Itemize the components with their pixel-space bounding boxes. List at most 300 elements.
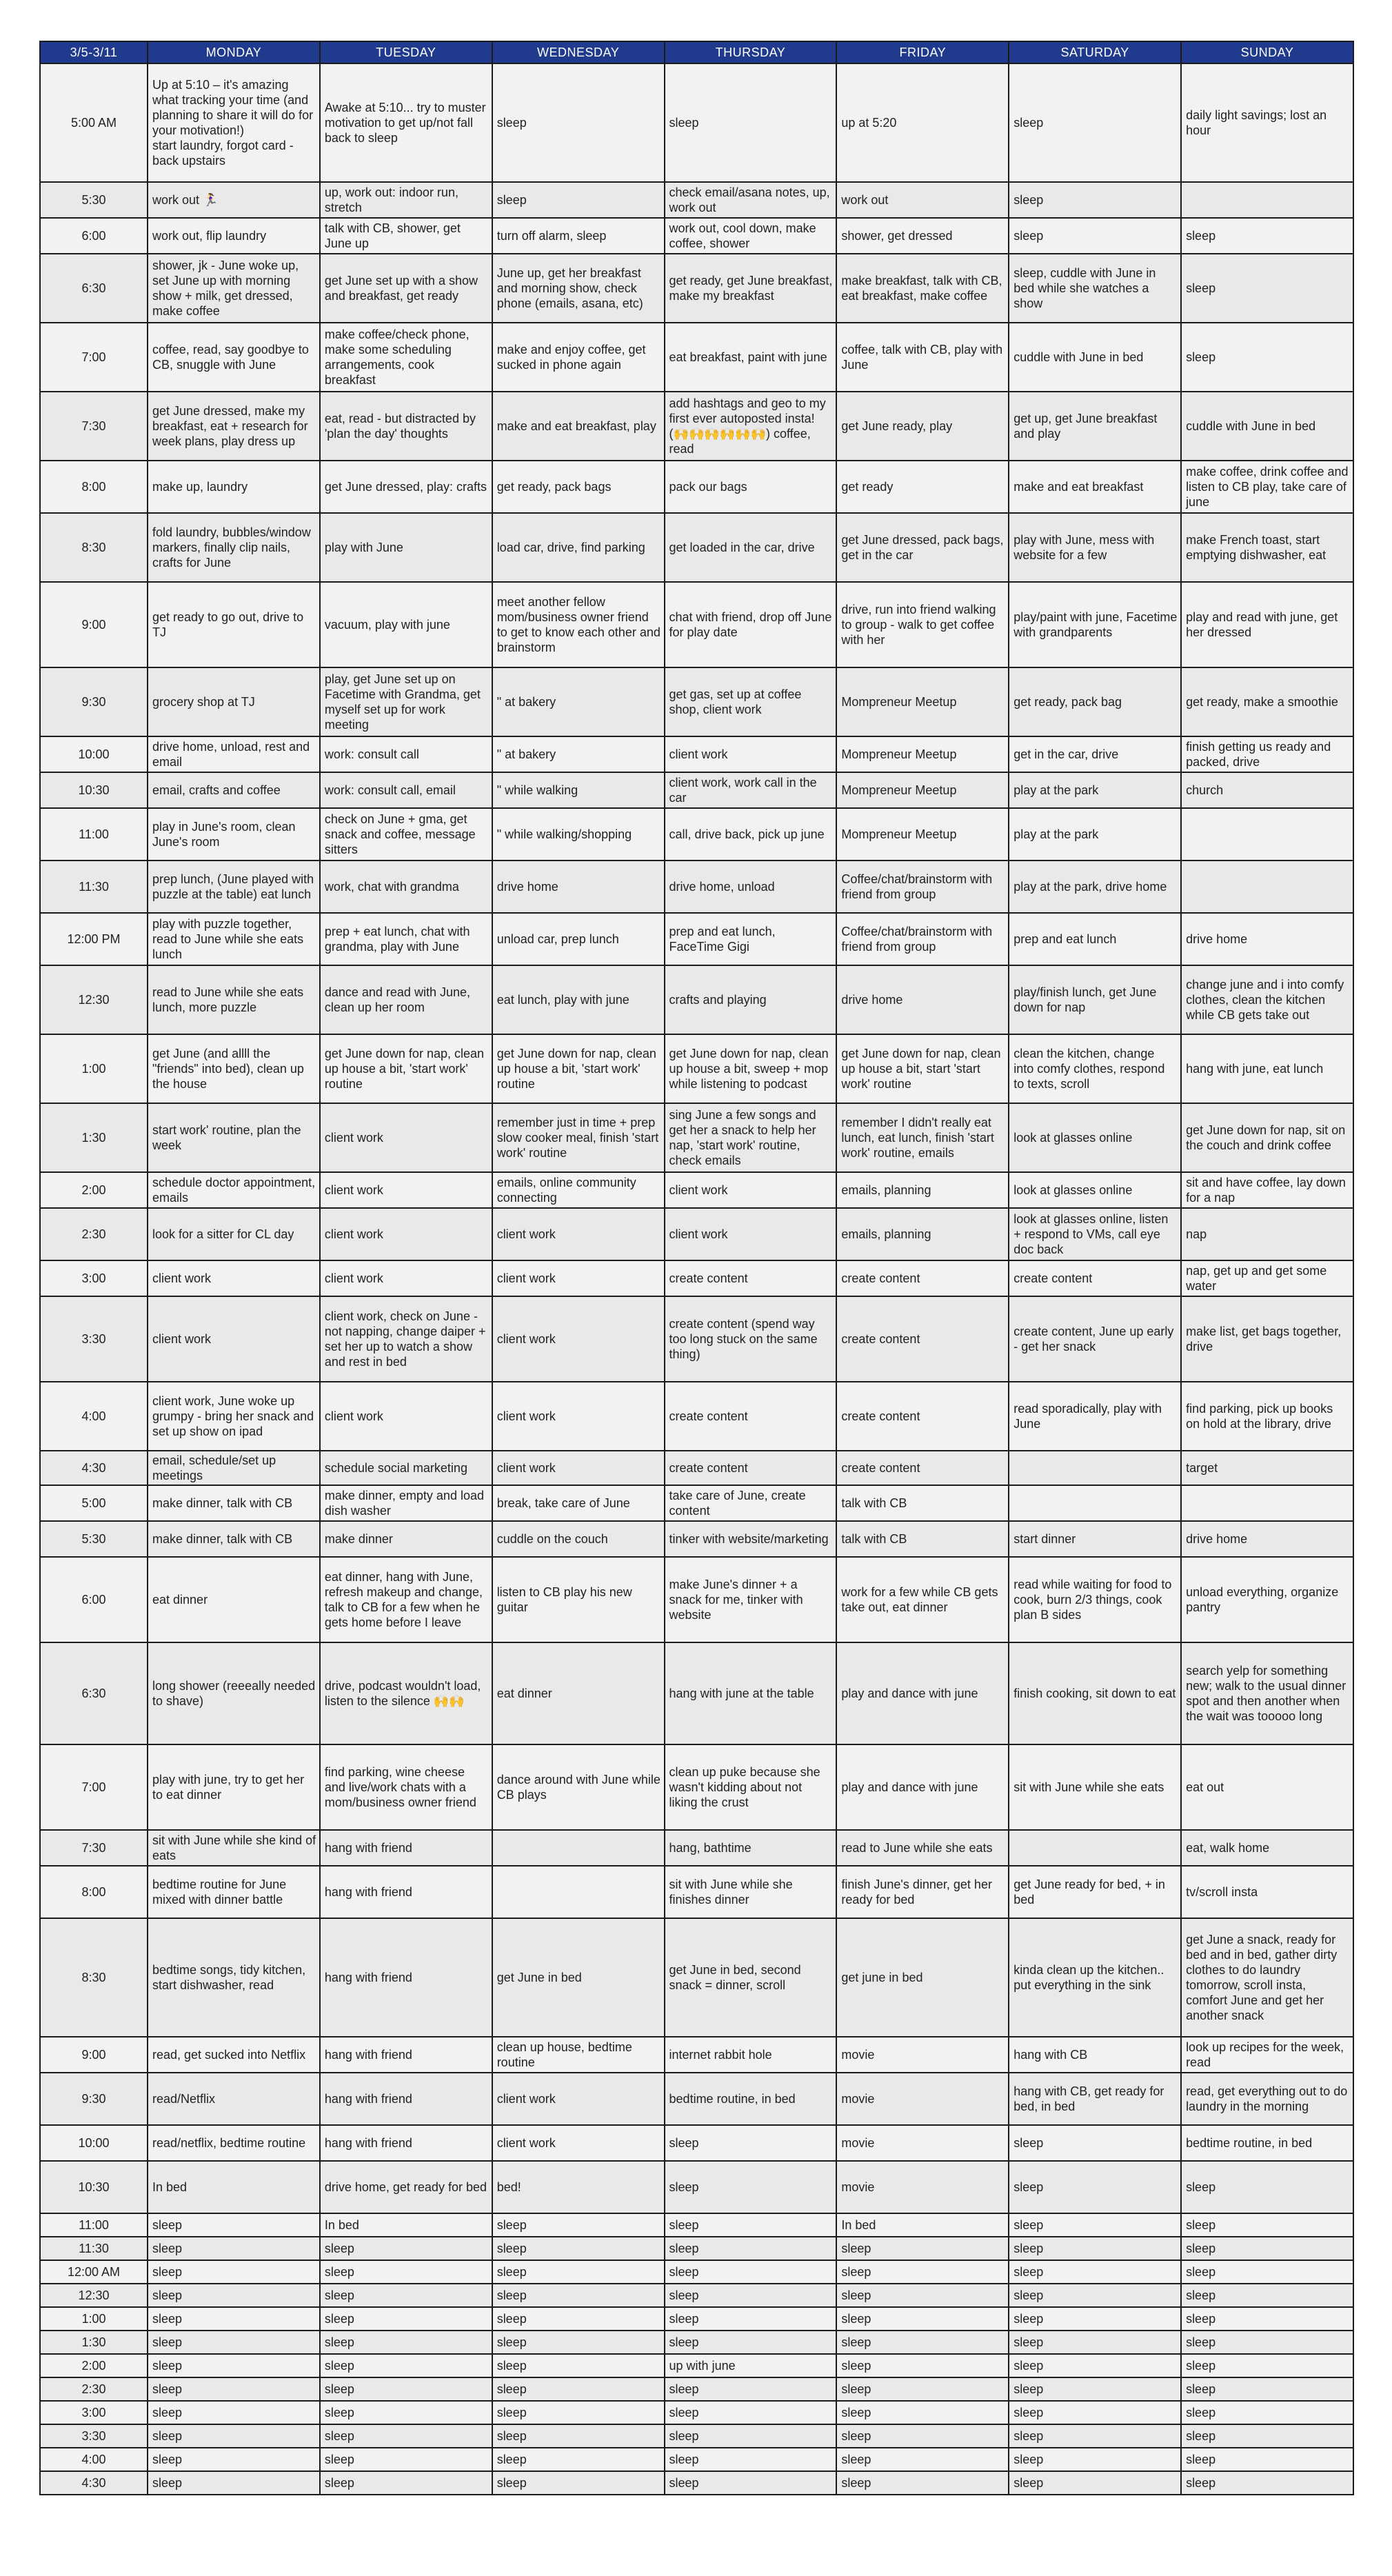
time-slot-cell: 12:30 xyxy=(40,2284,148,2307)
activity-cell-sunday: search yelp for something new; walk to the usual dinner spot and then another when the wait was tooooo long xyxy=(1181,1642,1353,1744)
activity-cell-monday: fold laundry, bubbles/window markers, finally clip nails, crafts for June xyxy=(148,513,320,582)
time-slot-cell: 9:00 xyxy=(40,2037,148,2073)
activity-cell-friday: drive, run into friend walking to group - walk to get coffee with her xyxy=(836,582,1009,667)
activity-cell-tuesday: dance and read with June, clean up her room xyxy=(320,965,492,1034)
activity-cell-monday: sleep xyxy=(148,2237,320,2260)
table-row xyxy=(40,254,1353,323)
activity-cell-saturday: cuddle with June in bed xyxy=(1009,323,1181,392)
activity-cell-tuesday: schedule social marketing xyxy=(320,1451,492,1485)
activity-cell-saturday: get ready, pack bag xyxy=(1009,667,1181,736)
activity-cell-saturday: sleep xyxy=(1009,182,1181,218)
activity-cell-thursday: sleep xyxy=(665,2448,837,2471)
activity-cell-wednesday: get June in bed xyxy=(492,1918,665,2037)
activity-cell-thursday: create content (spend way too long stuck on the same thing) xyxy=(665,1296,837,1382)
activity-cell-sunday: eat out xyxy=(1181,1744,1353,1830)
activity-cell-saturday: sleep xyxy=(1009,2377,1181,2401)
activity-cell-thursday: make June's dinner + a snack for me, tinker with website xyxy=(665,1557,837,1642)
activity-cell-sunday: read, get everything out to do laundry in the morning xyxy=(1181,2073,1353,2125)
activity-cell-thursday: sleep xyxy=(665,2125,837,2161)
activity-cell-friday: coffee, talk with CB, play with June xyxy=(836,323,1009,392)
activity-cell-tuesday: sleep xyxy=(320,2307,492,2331)
activity-cell-thursday: add hashtags and geo to my first ever autoposted insta! (🙌🙌🙌🙌🙌🙌) coffee, read xyxy=(665,392,837,461)
activity-cell-thursday: client work xyxy=(665,736,837,772)
table-row xyxy=(40,582,1353,667)
time-slot-cell: 5:30 xyxy=(40,182,148,218)
activity-cell-wednesday: client work xyxy=(492,1208,665,1260)
activity-cell-friday: remember I didn't really eat lunch, eat lunch, finish 'start work' routine, emails xyxy=(836,1103,1009,1172)
time-slot-cell: 10:00 xyxy=(40,2125,148,2161)
activity-cell-sunday: target xyxy=(1181,1451,1353,1485)
activity-cell-monday: sleep xyxy=(148,2354,320,2377)
time-slot-cell: 7:30 xyxy=(40,1830,148,1866)
activity-cell-saturday: get in the car, drive xyxy=(1009,736,1181,772)
activity-cell-tuesday: sleep xyxy=(320,2424,492,2448)
activity-cell-friday: talk with CB xyxy=(836,1485,1009,1521)
activity-cell-wednesday: dance around with June while CB plays xyxy=(492,1744,665,1830)
activity-cell-friday: play and dance with june xyxy=(836,1744,1009,1830)
time-slot-cell: 2:00 xyxy=(40,2354,148,2377)
table-row xyxy=(40,965,1353,1034)
table-row xyxy=(40,2213,1353,2237)
activity-cell-saturday: sleep xyxy=(1009,2471,1181,2495)
table-row xyxy=(40,808,1353,861)
activity-cell-tuesday: prep + eat lunch, chat with grandma, play with June xyxy=(320,913,492,965)
table-row xyxy=(40,1830,1353,1866)
activity-cell-friday: work out xyxy=(836,182,1009,218)
activity-cell-thursday: create content xyxy=(665,1451,837,1485)
activity-cell-friday: get June down for nap, clean up house a bit, start 'start work' routine xyxy=(836,1034,1009,1103)
activity-cell-saturday: create content xyxy=(1009,1260,1181,1296)
activity-cell-sunday: nap xyxy=(1181,1208,1353,1260)
activity-cell-tuesday: sleep xyxy=(320,2331,492,2354)
activity-cell-monday: start work' routine, plan the week xyxy=(148,1103,320,1172)
activity-cell-friday: up at 5:20 xyxy=(836,63,1009,182)
time-slot-cell: 7:30 xyxy=(40,392,148,461)
activity-cell-friday: get ready xyxy=(836,461,1009,513)
activity-cell-monday: sleep xyxy=(148,2401,320,2424)
activity-cell-friday: sleep xyxy=(836,2354,1009,2377)
time-slot-cell: 8:00 xyxy=(40,461,148,513)
time-slot-cell: 2:30 xyxy=(40,1208,148,1260)
activity-cell-wednesday: client work xyxy=(492,1296,665,1382)
activity-cell-sunday: sleep xyxy=(1181,2377,1353,2401)
time-slot-cell: 5:30 xyxy=(40,1521,148,1557)
activity-cell-wednesday: sleep xyxy=(492,2307,665,2331)
time-slot-cell: 7:00 xyxy=(40,323,148,392)
activity-cell-wednesday: sleep xyxy=(492,2237,665,2260)
activity-cell-wednesday: " at bakery xyxy=(492,736,665,772)
activity-cell-wednesday: client work xyxy=(492,2073,665,2125)
activity-cell-sunday: cuddle with June in bed xyxy=(1181,392,1353,461)
activity-cell-thursday: chat with friend, drop off June for play date xyxy=(665,582,837,667)
activity-cell-monday: get June dressed, make my breakfast, eat + research for week plans, play dress up xyxy=(148,392,320,461)
activity-cell-sunday: hang with june, eat lunch xyxy=(1181,1034,1353,1103)
activity-cell-friday: get June dressed, pack bags, get in the car xyxy=(836,513,1009,582)
activity-cell-thursday: sleep xyxy=(665,2284,837,2307)
activity-cell-sunday: sleep xyxy=(1181,2401,1353,2424)
table-row xyxy=(40,1451,1353,1485)
activity-cell-thursday: get ready, get June breakfast, make my breakfast xyxy=(665,254,837,323)
table-row xyxy=(40,461,1353,513)
activity-cell-sunday: sleep xyxy=(1181,2213,1353,2237)
table-row xyxy=(40,392,1353,461)
activity-cell-wednesday: sleep xyxy=(492,2354,665,2377)
activity-cell-thursday: eat breakfast, paint with june xyxy=(665,323,837,392)
activity-cell-tuesday: client work, check on June - not napping, change daiper + set her up to watch a show and rest in bed xyxy=(320,1296,492,1382)
activity-cell-monday: look for a sitter for CL day xyxy=(148,1208,320,1260)
activity-cell-monday: read to June while she eats lunch, more puzzle xyxy=(148,965,320,1034)
activity-cell-saturday: play/paint with june, Facetime with grandparents xyxy=(1009,582,1181,667)
activity-cell-wednesday: client work xyxy=(492,1382,665,1451)
table-row xyxy=(40,2424,1353,2448)
header-monday: MONDAY xyxy=(148,41,320,63)
activity-cell-monday: play with puzzle together, read to June while she eats lunch xyxy=(148,913,320,965)
time-slot-cell: 12:00 AM xyxy=(40,2260,148,2284)
activity-cell-saturday: play/finish lunch, get June down for nap xyxy=(1009,965,1181,1034)
table-row xyxy=(40,2401,1353,2424)
time-slot-cell: 4:00 xyxy=(40,1382,148,1451)
activity-cell-thursday: sing June a few songs and get her a snack to help her nap, 'start work' routine, check emails xyxy=(665,1103,837,1172)
activity-cell-monday: email, crafts and coffee xyxy=(148,772,320,808)
activity-cell-sunday xyxy=(1181,1485,1353,1521)
activity-cell-friday: create content xyxy=(836,1451,1009,1485)
table-row xyxy=(40,2331,1353,2354)
activity-cell-saturday: sleep xyxy=(1009,2424,1181,2448)
activity-cell-monday: client work xyxy=(148,1296,320,1382)
activity-cell-thursday: sleep xyxy=(665,2377,837,2401)
activity-cell-saturday: sleep xyxy=(1009,2213,1181,2237)
activity-cell-sunday: unload everything, organize pantry xyxy=(1181,1557,1353,1642)
activity-cell-friday: sleep xyxy=(836,2448,1009,2471)
activity-cell-saturday: play at the park, drive home xyxy=(1009,861,1181,913)
activity-cell-saturday: sleep xyxy=(1009,2125,1181,2161)
activity-cell-monday: make up, laundry xyxy=(148,461,320,513)
activity-cell-thursday: internet rabbit hole xyxy=(665,2037,837,2073)
activity-cell-thursday: create content xyxy=(665,1260,837,1296)
activity-cell-monday: long shower (reeeally needed to shave) xyxy=(148,1642,320,1744)
activity-cell-sunday: play and read with june, get her dressed xyxy=(1181,582,1353,667)
activity-cell-thursday: drive home, unload xyxy=(665,861,837,913)
activity-cell-thursday: sleep xyxy=(665,2237,837,2260)
activity-cell-sunday: sleep xyxy=(1181,323,1353,392)
activity-cell-friday: shower, get dressed xyxy=(836,218,1009,254)
activity-cell-tuesday: sleep xyxy=(320,2448,492,2471)
activity-cell-thursday: tinker with website/marketing xyxy=(665,1521,837,1557)
activity-cell-thursday: call, drive back, pick up june xyxy=(665,808,837,861)
activity-cell-thursday: create content xyxy=(665,1382,837,1451)
table-row xyxy=(40,772,1353,808)
activity-cell-saturday: sleep xyxy=(1009,63,1181,182)
activity-cell-monday: bedtime songs, tidy kitchen, start dishwasher, read xyxy=(148,1918,320,2037)
activity-cell-tuesday: Awake at 5:10... try to muster motivation to get up/not fall back to sleep xyxy=(320,63,492,182)
activity-cell-wednesday: get June down for nap, clean up house a bit, 'start work' routine xyxy=(492,1034,665,1103)
activity-cell-friday: sleep xyxy=(836,2260,1009,2284)
activity-cell-sunday: church xyxy=(1181,772,1353,808)
activity-cell-monday: eat dinner xyxy=(148,1557,320,1642)
activity-cell-tuesday: up, work out: indoor run, stretch xyxy=(320,182,492,218)
activity-cell-saturday: clean the kitchen, change into comfy clothes, respond to texts, scroll xyxy=(1009,1034,1181,1103)
activity-cell-sunday: change june and i into comfy clothes, clean the kitchen while CB gets take out xyxy=(1181,965,1353,1034)
activity-cell-tuesday: vacuum, play with june xyxy=(320,582,492,667)
activity-cell-monday: sleep xyxy=(148,2331,320,2354)
activity-cell-tuesday: In bed xyxy=(320,2213,492,2237)
activity-cell-saturday: finish cooking, sit down to eat xyxy=(1009,1642,1181,1744)
activity-cell-monday: client work, June woke up grumpy - bring her snack and set up show on ipad xyxy=(148,1382,320,1451)
activity-cell-friday: emails, planning xyxy=(836,1208,1009,1260)
activity-cell-wednesday: bed! xyxy=(492,2161,665,2213)
table-row xyxy=(40,2161,1353,2213)
activity-cell-saturday: look at glasses online, listen + respond to VMs, call eye doc back xyxy=(1009,1208,1181,1260)
activity-cell-sunday: sleep xyxy=(1181,218,1353,254)
activity-cell-monday: make dinner, talk with CB xyxy=(148,1521,320,1557)
activity-cell-thursday: crafts and playing xyxy=(665,965,837,1034)
activity-cell-thursday: bedtime routine, in bed xyxy=(665,2073,837,2125)
table-row xyxy=(40,63,1353,182)
activity-cell-wednesday: " while walking xyxy=(492,772,665,808)
table-row xyxy=(40,1382,1353,1451)
activity-cell-monday: sit with June while she kind of eats xyxy=(148,1830,320,1866)
activity-cell-sunday: get June a snack, ready for bed and in bed, gather dirty clothes to do laundry tomorrow, scroll insta, comfort June and get her another snack xyxy=(1181,1918,1353,2037)
activity-cell-saturday: create content, June up early - get her snack xyxy=(1009,1296,1181,1382)
time-slot-cell: 11:30 xyxy=(40,2237,148,2260)
activity-cell-tuesday: get June dressed, play: crafts xyxy=(320,461,492,513)
table-row xyxy=(40,2260,1353,2284)
activity-cell-tuesday: client work xyxy=(320,1172,492,1208)
activity-cell-sunday: tv/scroll insta xyxy=(1181,1866,1353,1918)
time-slot-cell: 1:00 xyxy=(40,1034,148,1103)
time-slot-cell: 11:00 xyxy=(40,808,148,861)
activity-cell-thursday: hang, bathtime xyxy=(665,1830,837,1866)
activity-cell-sunday: sleep xyxy=(1181,2161,1353,2213)
activity-cell-wednesday xyxy=(492,1830,665,1866)
header-wednesday: WEDNESDAY xyxy=(492,41,665,63)
activity-cell-friday: movie xyxy=(836,2073,1009,2125)
activity-cell-saturday: hang with CB, get ready for bed, in bed xyxy=(1009,2073,1181,2125)
activity-cell-tuesday: play with June xyxy=(320,513,492,582)
activity-cell-friday: make breakfast, talk with CB, eat breakfast, make coffee xyxy=(836,254,1009,323)
activity-cell-friday: movie xyxy=(836,2037,1009,2073)
activity-cell-tuesday: sleep xyxy=(320,2284,492,2307)
time-slot-cell: 6:00 xyxy=(40,1557,148,1642)
activity-cell-sunday: drive home xyxy=(1181,913,1353,965)
activity-cell-friday: Coffee/chat/brainstorm with friend from group xyxy=(836,861,1009,913)
activity-cell-saturday: prep and eat lunch xyxy=(1009,913,1181,965)
activity-cell-sunday: get ready, make a smoothie xyxy=(1181,667,1353,736)
activity-cell-sunday: sleep xyxy=(1181,2284,1353,2307)
activity-cell-monday: sleep xyxy=(148,2377,320,2401)
table-row xyxy=(40,2354,1353,2377)
time-slot-cell: 10:00 xyxy=(40,736,148,772)
activity-cell-sunday: sleep xyxy=(1181,2424,1353,2448)
activity-cell-thursday: up with june xyxy=(665,2354,837,2377)
header-friday: FRIDAY xyxy=(836,41,1009,63)
activity-cell-tuesday: work: consult call xyxy=(320,736,492,772)
activity-cell-sunday: look up recipes for the week, read xyxy=(1181,2037,1353,2073)
activity-cell-monday: sleep xyxy=(148,2260,320,2284)
time-slot-cell: 3:00 xyxy=(40,1260,148,1296)
activity-cell-sunday: sit and have coffee, lay down for a nap xyxy=(1181,1172,1353,1208)
activity-cell-saturday: sleep xyxy=(1009,2354,1181,2377)
activity-cell-thursday: client work, work call in the car xyxy=(665,772,837,808)
activity-cell-saturday: sleep xyxy=(1009,2161,1181,2213)
time-slot-cell: 2:30 xyxy=(40,2377,148,2401)
activity-cell-monday: get June (and allll the "friends" into bed), clean up the house xyxy=(148,1034,320,1103)
activity-cell-thursday: sleep xyxy=(665,63,837,182)
activity-cell-monday: email, schedule/set up meetings xyxy=(148,1451,320,1485)
activity-cell-sunday xyxy=(1181,861,1353,913)
activity-cell-friday: Mompreneur Meetup xyxy=(836,736,1009,772)
activity-cell-saturday: sleep xyxy=(1009,2260,1181,2284)
activity-cell-wednesday: sleep xyxy=(492,2284,665,2307)
time-slot-cell: 3:30 xyxy=(40,1296,148,1382)
activity-cell-wednesday: sleep xyxy=(492,2401,665,2424)
activity-cell-thursday: check email/asana notes, up, work out xyxy=(665,182,837,218)
activity-cell-saturday: sit with June while she eats xyxy=(1009,1744,1181,1830)
activity-cell-monday: coffee, read, say goodbye to CB, snuggle with June xyxy=(148,323,320,392)
activity-cell-tuesday: hang with friend xyxy=(320,2073,492,2125)
activity-cell-tuesday: find parking, wine cheese and live/work chats with a mom/business owner friend xyxy=(320,1744,492,1830)
activity-cell-sunday: daily light savings; lost an hour xyxy=(1181,63,1353,182)
table-row xyxy=(40,1208,1353,1260)
activity-cell-saturday: play at the park xyxy=(1009,808,1181,861)
activity-cell-saturday: sleep xyxy=(1009,2284,1181,2307)
table-row xyxy=(40,1557,1353,1642)
activity-cell-tuesday: hang with friend xyxy=(320,1866,492,1918)
activity-cell-sunday: get June down for nap, sit on the couch and drink coffee xyxy=(1181,1103,1353,1172)
time-slot-cell: 2:00 xyxy=(40,1172,148,1208)
activity-cell-saturday: get June ready for bed, + in bed xyxy=(1009,1866,1181,1918)
activity-cell-tuesday: sleep xyxy=(320,2260,492,2284)
activity-cell-wednesday: sleep xyxy=(492,2331,665,2354)
activity-cell-sunday xyxy=(1181,182,1353,218)
schedule-body xyxy=(40,63,1353,2495)
time-slot-cell: 3:30 xyxy=(40,2424,148,2448)
time-slot-cell: 6:30 xyxy=(40,1642,148,1744)
activity-cell-saturday: hang with CB xyxy=(1009,2037,1181,2073)
activity-cell-saturday: sleep xyxy=(1009,2448,1181,2471)
activity-cell-tuesday: client work xyxy=(320,1208,492,1260)
activity-cell-tuesday: talk with CB, shower, get June up xyxy=(320,218,492,254)
activity-cell-sunday: make French toast, start emptying dishwasher, eat xyxy=(1181,513,1353,582)
table-row xyxy=(40,1034,1353,1103)
activity-cell-sunday xyxy=(1181,808,1353,861)
time-slot-cell: 5:00 AM xyxy=(40,63,148,182)
activity-cell-saturday: sleep xyxy=(1009,2331,1181,2354)
activity-cell-tuesday: client work xyxy=(320,1382,492,1451)
time-slot-cell: 5:00 xyxy=(40,1485,148,1521)
activity-cell-wednesday: eat lunch, play with june xyxy=(492,965,665,1034)
activity-cell-monday: bedtime routine for June mixed with dinner battle xyxy=(148,1866,320,1918)
activity-cell-wednesday: make and enjoy coffee, get sucked in phone again xyxy=(492,323,665,392)
activity-cell-tuesday: hang with friend xyxy=(320,1918,492,2037)
activity-cell-thursday: client work xyxy=(665,1172,837,1208)
activity-cell-tuesday: sleep xyxy=(320,2354,492,2377)
activity-cell-wednesday: client work xyxy=(492,1260,665,1296)
activity-cell-wednesday: remember just in time + prep slow cooker meal, finish 'start work' routine xyxy=(492,1103,665,1172)
activity-cell-wednesday: make and eat breakfast, play xyxy=(492,392,665,461)
activity-cell-friday: create content xyxy=(836,1260,1009,1296)
activity-cell-thursday: sleep xyxy=(665,2161,837,2213)
activity-cell-tuesday: sleep xyxy=(320,2401,492,2424)
activity-cell-tuesday: drive, podcast wouldn't load, listen to the silence 🙌🙌 xyxy=(320,1642,492,1744)
activity-cell-wednesday: emails, online community connecting xyxy=(492,1172,665,1208)
activity-cell-monday: read/netflix, bedtime routine xyxy=(148,2125,320,2161)
activity-cell-thursday: hang with june at the table xyxy=(665,1642,837,1744)
activity-cell-sunday: drive home xyxy=(1181,1521,1353,1557)
activity-cell-sunday: make list, get bags together, drive xyxy=(1181,1296,1353,1382)
activity-cell-thursday: get June down for nap, clean up house a bit, sweep + mop while listening to podcast xyxy=(665,1034,837,1103)
activity-cell-friday: sleep xyxy=(836,2331,1009,2354)
activity-cell-saturday: sleep, cuddle with June in bed while she watches a show xyxy=(1009,254,1181,323)
activity-cell-thursday: sleep xyxy=(665,2401,837,2424)
activity-cell-wednesday: sleep xyxy=(492,2424,665,2448)
time-slot-cell: 1:00 xyxy=(40,2307,148,2331)
time-slot-cell: 11:00 xyxy=(40,2213,148,2237)
time-slot-cell: 1:30 xyxy=(40,2331,148,2354)
activity-cell-saturday: sleep xyxy=(1009,2401,1181,2424)
activity-cell-monday: play with june, try to get her to eat dinner xyxy=(148,1744,320,1830)
activity-cell-wednesday: listen to CB play his new guitar xyxy=(492,1557,665,1642)
activity-cell-wednesday: client work xyxy=(492,2125,665,2161)
activity-cell-saturday: play with June, mess with website for a few xyxy=(1009,513,1181,582)
activity-cell-friday: sleep xyxy=(836,2424,1009,2448)
activity-cell-wednesday: cuddle on the couch xyxy=(492,1521,665,1557)
time-slot-cell: 6:00 xyxy=(40,218,148,254)
table-row xyxy=(40,2448,1353,2471)
table-row xyxy=(40,913,1353,965)
activity-cell-friday: Mompreneur Meetup xyxy=(836,667,1009,736)
activity-cell-tuesday: play, get June set up on Facetime with Grandma, get myself set up for work meeting xyxy=(320,667,492,736)
activity-cell-thursday: sleep xyxy=(665,2213,837,2237)
time-slot-cell: 10:30 xyxy=(40,772,148,808)
activity-cell-sunday: find parking, pick up books on hold at the library, drive xyxy=(1181,1382,1353,1451)
table-row xyxy=(40,2307,1353,2331)
activity-cell-wednesday: load car, drive, find parking xyxy=(492,513,665,582)
activity-cell-tuesday: get June down for nap, clean up house a bit, 'start work' routine xyxy=(320,1034,492,1103)
activity-cell-tuesday: sleep xyxy=(320,2237,492,2260)
activity-cell-saturday: read sporadically, play with June xyxy=(1009,1382,1181,1451)
activity-cell-friday: Mompreneur Meetup xyxy=(836,772,1009,808)
time-slot-cell: 9:30 xyxy=(40,667,148,736)
activity-cell-friday: sleep xyxy=(836,2401,1009,2424)
activity-cell-sunday: sleep xyxy=(1181,2331,1353,2354)
activity-cell-thursday: sleep xyxy=(665,2331,837,2354)
time-slot-cell: 4:00 xyxy=(40,2448,148,2471)
activity-cell-wednesday: clean up house, bedtime routine xyxy=(492,2037,665,2073)
activity-cell-wednesday: " at bakery xyxy=(492,667,665,736)
time-slot-cell: 9:30 xyxy=(40,2073,148,2125)
time-slot-cell: 1:30 xyxy=(40,1103,148,1172)
activity-cell-monday: sleep xyxy=(148,2307,320,2331)
activity-cell-friday: read to June while she eats xyxy=(836,1830,1009,1866)
activity-cell-wednesday: sleep xyxy=(492,182,665,218)
activity-cell-thursday: work out, cool down, make coffee, shower xyxy=(665,218,837,254)
header-thursday: THURSDAY xyxy=(665,41,837,63)
table-row xyxy=(40,2073,1353,2125)
activity-cell-sunday: sleep xyxy=(1181,2354,1353,2377)
table-row xyxy=(40,218,1353,254)
activity-cell-friday: movie xyxy=(836,2161,1009,2213)
activity-cell-friday: get june in bed xyxy=(836,1918,1009,2037)
activity-cell-sunday: make coffee, drink coffee and listen to CB play, take care of june xyxy=(1181,461,1353,513)
activity-cell-friday: movie xyxy=(836,2125,1009,2161)
activity-cell-tuesday: sleep xyxy=(320,2377,492,2401)
activity-cell-wednesday: unload car, prep lunch xyxy=(492,913,665,965)
activity-cell-thursday: sit with June while she finishes dinner xyxy=(665,1866,837,1918)
time-slot-cell: 7:00 xyxy=(40,1744,148,1830)
activity-cell-thursday: take care of June, create content xyxy=(665,1485,837,1521)
activity-cell-friday: Coffee/chat/brainstorm with friend from group xyxy=(836,913,1009,965)
